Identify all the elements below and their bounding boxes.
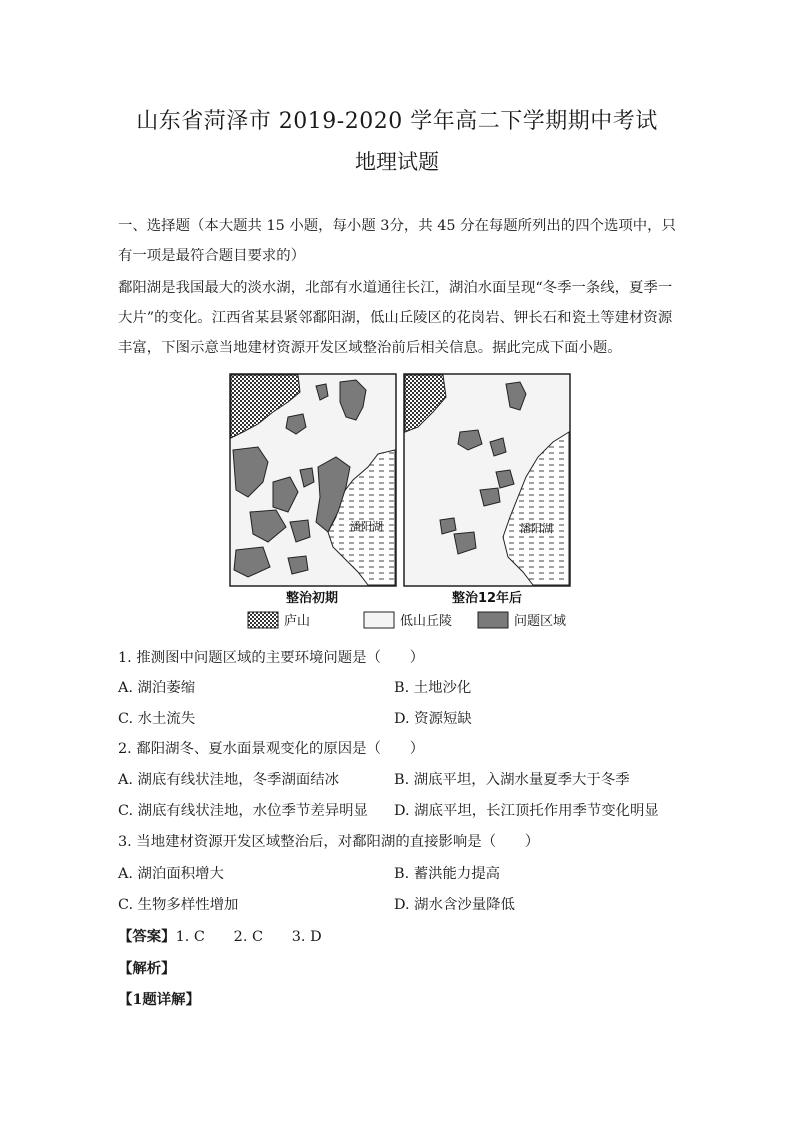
question-3-stem: 3. 当地建材资源开发区域整治后，对鄱阳湖的直接影响是（ ） [118,834,540,850]
legend-label-problem: 问题区域 [514,614,567,629]
answer-value: 1. C 2. C 3. D [175,929,322,945]
question-3-option-a: A. 湖泊面积增大 [118,866,224,882]
question-3-option-c: C. 生物多样性增加 [118,897,239,913]
map-left [230,374,396,586]
question-2-option-b: B. 湖底平坦，入湖水量夏季大于冬季 [394,772,630,788]
question-2-option-c: C. 湖底有线状洼地，水位季节差异明显 [118,803,368,819]
legend-swatch-hills [364,612,394,628]
map-right [404,374,570,586]
material-text: 鄱阳湖是我国最大的淡水湖，北部有水道通往长江，湖泊水面呈现“冬季一条线，夏季一大片”的变化。江西省某县紧邻鄱阳湖，低山丘陵区的花岗岩、钾长石和瓷土等建材资源丰富，下图示意当地建材资源开发区域整治前后相关信息。据此完成下面小题。 [118,280,673,356]
question-1-stem: 1. 推测图中问题区域的主要环境问题是（ ） [118,650,425,666]
question-2-stem: 2. 鄱阳湖冬、夏水面景观变化的原因是（ ） [118,741,425,757]
map-figure [228,372,576,634]
question-1-option-b: B. 土地沙化 [394,680,472,696]
question-2-option-a: A. 湖底有线状洼地，冬季湖面结冰 [118,772,340,788]
analysis-sub-label: 【1题详解】 [118,991,200,1008]
legend-swatch-lushan [248,612,278,628]
map-right-title: 整治12年后 [451,591,523,606]
lake-label-right: 潘阳湖 [520,522,553,535]
answer-label: 【答案】 [118,928,176,945]
legend [248,612,566,629]
legend-swatch-problem [478,612,508,628]
legend-label-lushan: 庐山 [284,614,311,629]
exam-subtitle: 地理试题 [355,150,439,174]
question-1-option-a: A. 湖泊萎缩 [118,680,196,696]
lake-label-left: 潘阳湖 [350,520,383,533]
question-1-option-d: D. 资源短缺 [394,711,472,727]
legend-label-hills: 低山丘陵 [400,614,453,629]
answer-line [118,925,322,946]
question-3-option-b: B. 蓄洪能力提高 [394,866,501,882]
map-left-title: 整治初期 [285,591,339,606]
section-heading: 一、选择题（本大题共 15 小题，每小题 3分，共 45 分在每题所列出的四个选项中，只有一项是最符合题目要求的） [118,218,676,264]
question-3-option-d: D. 湖水含沙量降低 [394,897,515,913]
question-1-option-c: C. 水土流失 [118,711,196,727]
question-2-option-d: D. 湖底平坦，长江顶托作用季节变化明显 [394,803,659,819]
exam-title: 山东省菏泽市 2019-2020 学年高二下学期期中考试 [136,109,658,134]
analysis-label: 【解析】 [118,960,176,977]
